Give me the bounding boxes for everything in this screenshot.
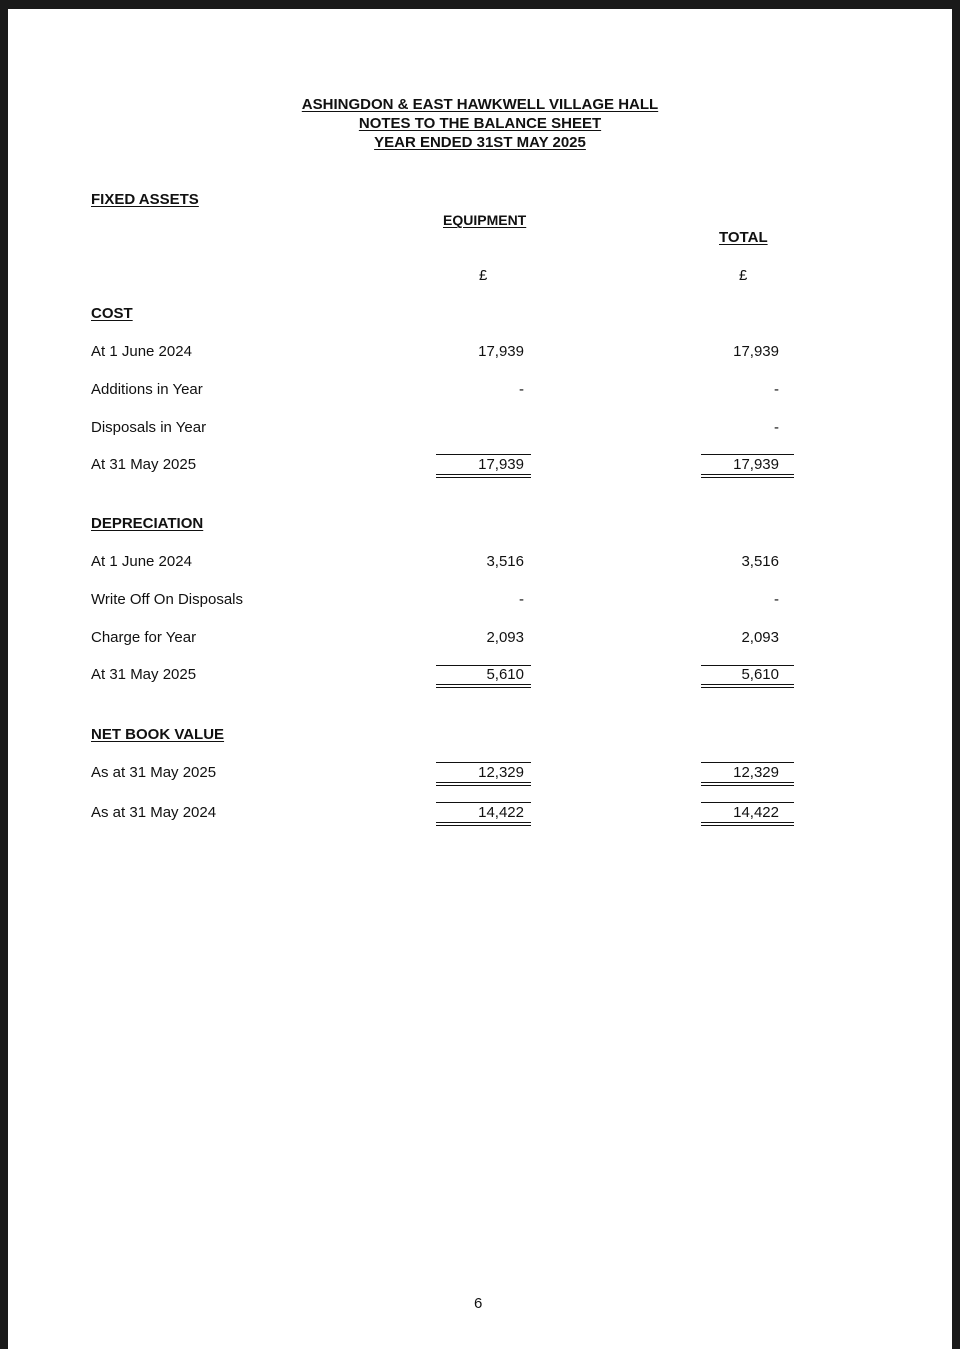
cost-row-equipment: 17,939 — [478, 343, 524, 360]
document-page — [8, 9, 952, 1349]
nbv-row-equipment: 14,422 — [478, 804, 524, 821]
cost-double-rule — [701, 474, 794, 475]
org-title: ASHINGDON & EAST HAWKWELL VILLAGE HALL — [301, 96, 659, 113]
depreciation-double-rule — [436, 687, 531, 688]
cost-heading: COST — [91, 305, 133, 322]
nbv-top-rule — [701, 762, 794, 763]
depreciation-row-total: 2,093 — [741, 629, 779, 646]
depreciation-double-rule — [701, 687, 794, 688]
nbv-row-label: As at 31 May 2024 — [91, 804, 217, 821]
cost-subtotal-rule — [436, 454, 531, 455]
year-title: YEAR ENDED 31ST MAY 2025 — [374, 134, 586, 151]
cost-row-label: Additions in Year — [91, 381, 203, 398]
depreciation-double-rule — [701, 684, 794, 685]
cost-row-total: - — [774, 419, 779, 436]
depreciation-row-label: At 31 May 2025 — [91, 666, 197, 683]
equipment-column-heading: EQUIPMENT — [443, 212, 527, 228]
cost-row-label: At 31 May 2025 — [91, 456, 197, 473]
cost-row-total: 17,939 — [733, 343, 779, 360]
cost-double-rule — [436, 477, 531, 478]
total-currency: £ — [739, 267, 748, 284]
cost-row-total: 17,939 — [733, 456, 779, 473]
nbv-top-rule — [436, 802, 531, 803]
depreciation-row-equipment: 3,516 — [486, 553, 524, 570]
depreciation-row-total: - — [774, 591, 779, 608]
depreciation-row-equipment: 2,093 — [486, 629, 524, 646]
cost-row-label: At 1 June 2024 — [91, 343, 192, 360]
nbv-double-rule — [436, 825, 531, 826]
depreciation-row-equipment: - — [519, 591, 524, 608]
nbv-top-rule — [701, 802, 794, 803]
depreciation-double-rule — [436, 684, 531, 685]
nbv-double-rule — [701, 825, 794, 826]
depreciation-row-label: Write Off On Disposals — [91, 591, 243, 608]
total-column-heading: TOTAL — [719, 229, 768, 246]
page-number: 6 — [474, 1295, 483, 1312]
depreciation-row-label: At 1 June 2024 — [91, 553, 192, 570]
fixed-assets-heading: FIXED ASSETS — [91, 191, 199, 208]
cost-subtotal-rule — [701, 454, 794, 455]
cost-row-label: Disposals in Year — [91, 419, 207, 436]
depreciation-row-total: 5,610 — [741, 666, 779, 683]
nbv-double-rule — [436, 782, 531, 783]
equipment-currency: £ — [479, 267, 488, 284]
cost-double-rule — [701, 477, 794, 478]
depreciation-heading: DEPRECIATION — [91, 515, 204, 532]
depreciation-row-equipment: 5,610 — [486, 666, 524, 683]
nbv-row-total: 12,329 — [733, 764, 779, 781]
nbv-row-equipment: 12,329 — [478, 764, 524, 781]
nbv-double-rule — [701, 782, 794, 783]
nbv-row-total: 14,422 — [733, 804, 779, 821]
cost-row-equipment: 17,939 — [478, 456, 524, 473]
nbv-top-rule — [436, 762, 531, 763]
nbv-double-rule — [701, 822, 794, 823]
nbv-double-rule — [436, 785, 531, 786]
net-book-value-heading: NET BOOK VALUE — [91, 726, 225, 743]
depreciation-row-label: Charge for Year — [91, 629, 197, 646]
cost-row-equipment: - — [519, 381, 524, 398]
cost-row-total: - — [774, 381, 779, 398]
nbv-row-label: As at 31 May 2025 — [91, 764, 217, 781]
depreciation-row-total: 3,516 — [741, 553, 779, 570]
nbv-double-rule — [701, 785, 794, 786]
nbv-double-rule — [436, 822, 531, 823]
cost-double-rule — [436, 474, 531, 475]
notes-title: NOTES TO THE BALANCE SHEET — [358, 115, 602, 132]
